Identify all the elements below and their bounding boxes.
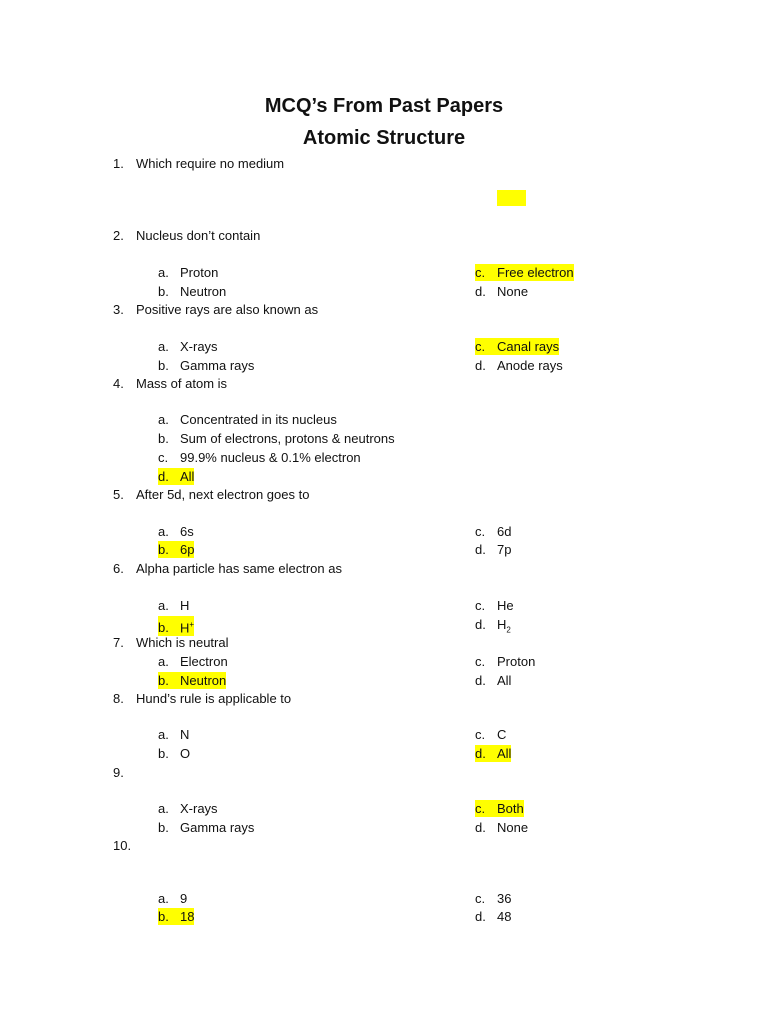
question-number: 6.: [113, 561, 124, 576]
question-text: Which require no medium: [136, 156, 285, 171]
option-a: a. X-rays: [158, 801, 218, 816]
page-title: MCQ’s From Past Papers: [264, 95, 504, 117]
question-number: 7.: [113, 635, 124, 650]
option-c: c. Proton: [475, 654, 536, 669]
option-c-correct: c. Canal rays: [475, 339, 560, 354]
option-c: c. 6d: [475, 524, 512, 539]
page-subtitle: Atomic Structure: [302, 127, 466, 149]
option-d: d. None: [475, 820, 529, 835]
option-b: b. Sum of electrons, protons & neutrons: [158, 431, 395, 446]
option-a: a. 9: [158, 891, 188, 906]
option-d: d. 48: [475, 909, 512, 924]
question-number: 10.: [113, 838, 132, 853]
question-text: Alpha particle has same electron as: [136, 561, 342, 576]
option-b-correct: b. Neutron: [158, 673, 227, 688]
option-a: a. X-rays: [158, 339, 218, 354]
option-b: b. Gamma rays: [158, 820, 255, 835]
question-number: 9.: [113, 765, 124, 780]
option-b-correct: b. 6p: [158, 542, 195, 557]
option-b: b. O: [158, 746, 191, 761]
option-c: c. 36: [475, 891, 512, 906]
question-number: 2.: [113, 228, 124, 243]
question-number: 4.: [113, 376, 124, 391]
option-c: c. C: [475, 727, 507, 742]
option-a: a. Concentrated in its nucleus: [158, 412, 337, 427]
option-d: d. All: [475, 673, 512, 688]
question-text: Hund’s rule is applicable to: [136, 691, 292, 706]
option-d-correct: d. All: [158, 469, 195, 484]
question-number: 3.: [113, 302, 124, 317]
question-number: 1.: [113, 156, 124, 171]
option-a: a. Electron: [158, 654, 228, 669]
option-b: b. Neutron: [158, 284, 227, 299]
option-a: a. 6s: [158, 524, 194, 539]
question-number: 8.: [113, 691, 124, 706]
option-a: a. N: [158, 727, 190, 742]
option-b-correct: b. H+: [158, 616, 194, 636]
option-d: d. None: [475, 284, 529, 299]
option-d-correct: d. All: [475, 746, 512, 761]
question-text: After 5d, next electron goes to: [136, 487, 310, 502]
question-text: Positive rays are also known as: [136, 302, 319, 317]
question-number: 5.: [113, 487, 124, 502]
option-c-correct: c. Both: [475, 801, 524, 816]
option-b-correct: b. 18: [158, 909, 195, 924]
option-d: d. 7p: [475, 542, 512, 557]
question-text: Mass of atom is: [136, 376, 228, 391]
option-c: c. 99.9% nucleus & 0.1% electron: [158, 450, 361, 465]
highlighted-blank-answer: [497, 190, 526, 206]
option-c-correct: c. Free electron: [475, 265, 574, 280]
option-c: c. He: [475, 598, 514, 613]
option-a: a. Proton: [158, 265, 219, 280]
option-d: d. $H_2$: [475, 617, 511, 635]
option-d: d. Anode rays: [475, 358, 563, 373]
option-b: b. Gamma rays: [158, 358, 255, 373]
question-text: Which is neutral: [136, 635, 229, 650]
question-text: Nucleus don’t contain: [136, 228, 261, 243]
option-a: a. H: [158, 598, 190, 613]
